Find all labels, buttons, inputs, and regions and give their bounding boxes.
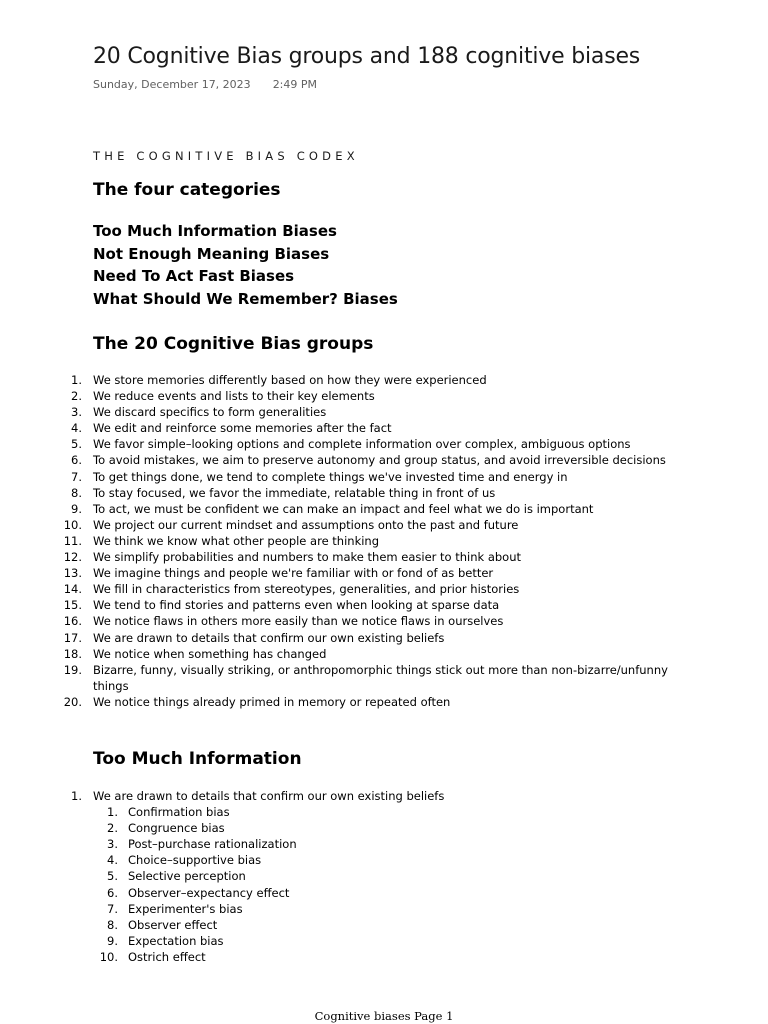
- list-text: To get things done, we tend to complete things we've invested time and energy in: [93, 469, 568, 484]
- list-item: [0, 485, 693, 501]
- list-text: Too Much Information Biases: [93, 222, 337, 240]
- list-item: [0, 613, 693, 629]
- list-item: [0, 420, 693, 436]
- sublist-text: Expectation bias: [128, 933, 224, 948]
- list-number: 13.: [63, 566, 82, 581]
- sublist-number: 5.: [107, 869, 118, 884]
- groups-heading: The 20 Cognitive Bias groups: [93, 334, 374, 354]
- sublist-text: Experimenter's bias: [128, 901, 243, 916]
- sublist: [0, 804, 444, 965]
- list-number: 17.: [63, 630, 82, 645]
- page-title: 20 Cognitive Bias groups and 188 cognitive biases: [93, 44, 641, 69]
- groups-list: [0, 372, 693, 710]
- list-text: To avoid mistakes, we aim to preserve autonomy and group status, and avoid irreversible decisions: [93, 453, 666, 468]
- list-item: [0, 533, 693, 549]
- page-footer: Cognitive biases Page 1: [314, 1009, 454, 1023]
- four-categories-heading: The four categories: [93, 180, 281, 200]
- sublist-text: Selective perception: [128, 869, 246, 884]
- list-number: 7.: [71, 469, 82, 484]
- list-text: We think we know what other people are thinking: [93, 533, 380, 548]
- list-number: 11.: [63, 533, 82, 548]
- sublist-text: Ostrich effect: [128, 949, 206, 964]
- list-text: Bizarre, funny, visually striking, or anthropomorphic things stick out more than non-bizarre/unfunny things: [93, 662, 668, 693]
- list-number: 18.: [63, 646, 82, 661]
- list-text: We tend to find stories and patterns even when looking at sparse data: [93, 598, 500, 613]
- list-number: 1.: [71, 373, 82, 387]
- sublist-number: 1.: [107, 805, 118, 820]
- list-item: [0, 788, 444, 965]
- sublist-item: [0, 836, 444, 852]
- sublist-text: Post–purchase rationalization: [128, 837, 297, 852]
- sublist-number: 10.: [99, 949, 118, 964]
- sublist-item: [0, 901, 444, 917]
- sublist-item: [0, 933, 444, 949]
- list-text: We imagine things and people we're familiar with or fond of as better: [93, 566, 494, 581]
- sublist-number: 2.: [107, 821, 118, 836]
- list-item: [0, 372, 693, 388]
- list-number: 15.: [63, 598, 82, 613]
- page-time: 2:49 PM: [272, 78, 318, 91]
- sublist-number: 3.: [107, 837, 118, 852]
- sublist-number: 9.: [107, 933, 118, 948]
- list-number: 2.: [71, 389, 82, 404]
- list-text: Not Enough Meaning Biases: [93, 244, 330, 263]
- list-item: [0, 565, 693, 581]
- sublist-text: Congruence bias: [128, 821, 225, 836]
- list-number: 14.: [63, 582, 82, 597]
- list-number: 5.: [71, 437, 82, 452]
- list-item: [0, 694, 693, 710]
- list-text: We notice when something has changed: [93, 646, 327, 661]
- list-text: We favor simple–looking options and complete information over complex, ambiguous options: [93, 437, 631, 452]
- list-number: 9.: [71, 501, 82, 516]
- list-number: 12.: [63, 550, 82, 565]
- codex-title: THE COGNITIVE BIAS CODEX: [93, 149, 359, 163]
- sublist-item: [0, 820, 444, 836]
- list-item: [0, 581, 693, 597]
- page-meta: [93, 78, 317, 91]
- list-item: [0, 630, 693, 646]
- too-much-information-heading: Too Much Information: [93, 749, 302, 769]
- sublist-item: [0, 917, 444, 933]
- sublist-number: 7.: [107, 901, 118, 916]
- sublist-item: [0, 804, 444, 820]
- page-date: Sunday, December 17, 2023: [93, 78, 251, 91]
- list-item: [0, 436, 693, 452]
- list-text: We reduce events and lists to their key elements: [93, 389, 375, 404]
- sublist-text: Observer–expectancy effect: [128, 885, 290, 900]
- list-text: To stay focused, we favor the immediate, relatable thing in front of us: [93, 485, 496, 500]
- sublist-item: [0, 868, 444, 884]
- list-text: What Should We Remember? Biases: [93, 289, 398, 308]
- list-number: 6.: [71, 453, 82, 468]
- list-text: We notice things already primed in memory or repeated often: [93, 694, 451, 709]
- list-item: [0, 404, 693, 420]
- list-text: We project our current mindset and assumptions onto the past and future: [93, 517, 519, 532]
- too-much-information-list: [0, 788, 444, 965]
- list-item: [0, 597, 693, 613]
- list-item: [0, 517, 693, 533]
- sublist-item: [0, 885, 444, 901]
- sublist-number: 6.: [107, 885, 118, 900]
- sublist-number: 4.: [107, 853, 118, 868]
- list-number: 19.: [63, 662, 82, 677]
- list-text: We are drawn to details that confirm our own existing beliefs: [93, 630, 445, 645]
- list-item: [0, 469, 693, 485]
- sublist-text: Choice–supportive bias: [128, 853, 262, 868]
- list-text: We fill in characteristics from stereotypes, generalities, and prior histories: [93, 582, 520, 597]
- list-text: We simplify probabilities and numbers to make them easier to think about: [93, 550, 522, 565]
- list-item: [0, 646, 693, 662]
- sublist-text: Observer effect: [128, 917, 218, 932]
- sublist-item: [0, 949, 444, 965]
- list-number: 20.: [63, 694, 82, 709]
- list-number: 8.: [71, 485, 82, 500]
- list-item: [0, 501, 693, 517]
- list-number: 3.: [71, 405, 82, 420]
- list-text: We edit and reinforce some memories after the fact: [93, 421, 392, 436]
- list-number: 1.: [71, 789, 82, 803]
- list-text: We store memories differently based on how they were experienced: [93, 373, 487, 387]
- list-text: We discard specifics to form generalities: [93, 405, 327, 420]
- sublist-number: 8.: [107, 917, 118, 932]
- list-number: 10.: [63, 517, 82, 532]
- sublist-item: [0, 852, 444, 868]
- list-number: 16.: [63, 614, 82, 629]
- list-item: [0, 662, 693, 694]
- list-text: Need To Act Fast Biases: [93, 267, 295, 286]
- list-number: 4.: [71, 421, 82, 436]
- list-text: We are drawn to details that confirm our own existing beliefs: [93, 789, 445, 803]
- list-item: [0, 452, 693, 468]
- list-item: [0, 388, 693, 404]
- list-text: We notice flaws in others more easily than we notice flaws in ourselves: [93, 614, 504, 629]
- list-text: To act, we must be confident we can make an impact and feel what we do is important: [93, 501, 594, 516]
- list-item: [0, 549, 693, 565]
- sublist-text: Confirmation bias: [128, 805, 230, 820]
